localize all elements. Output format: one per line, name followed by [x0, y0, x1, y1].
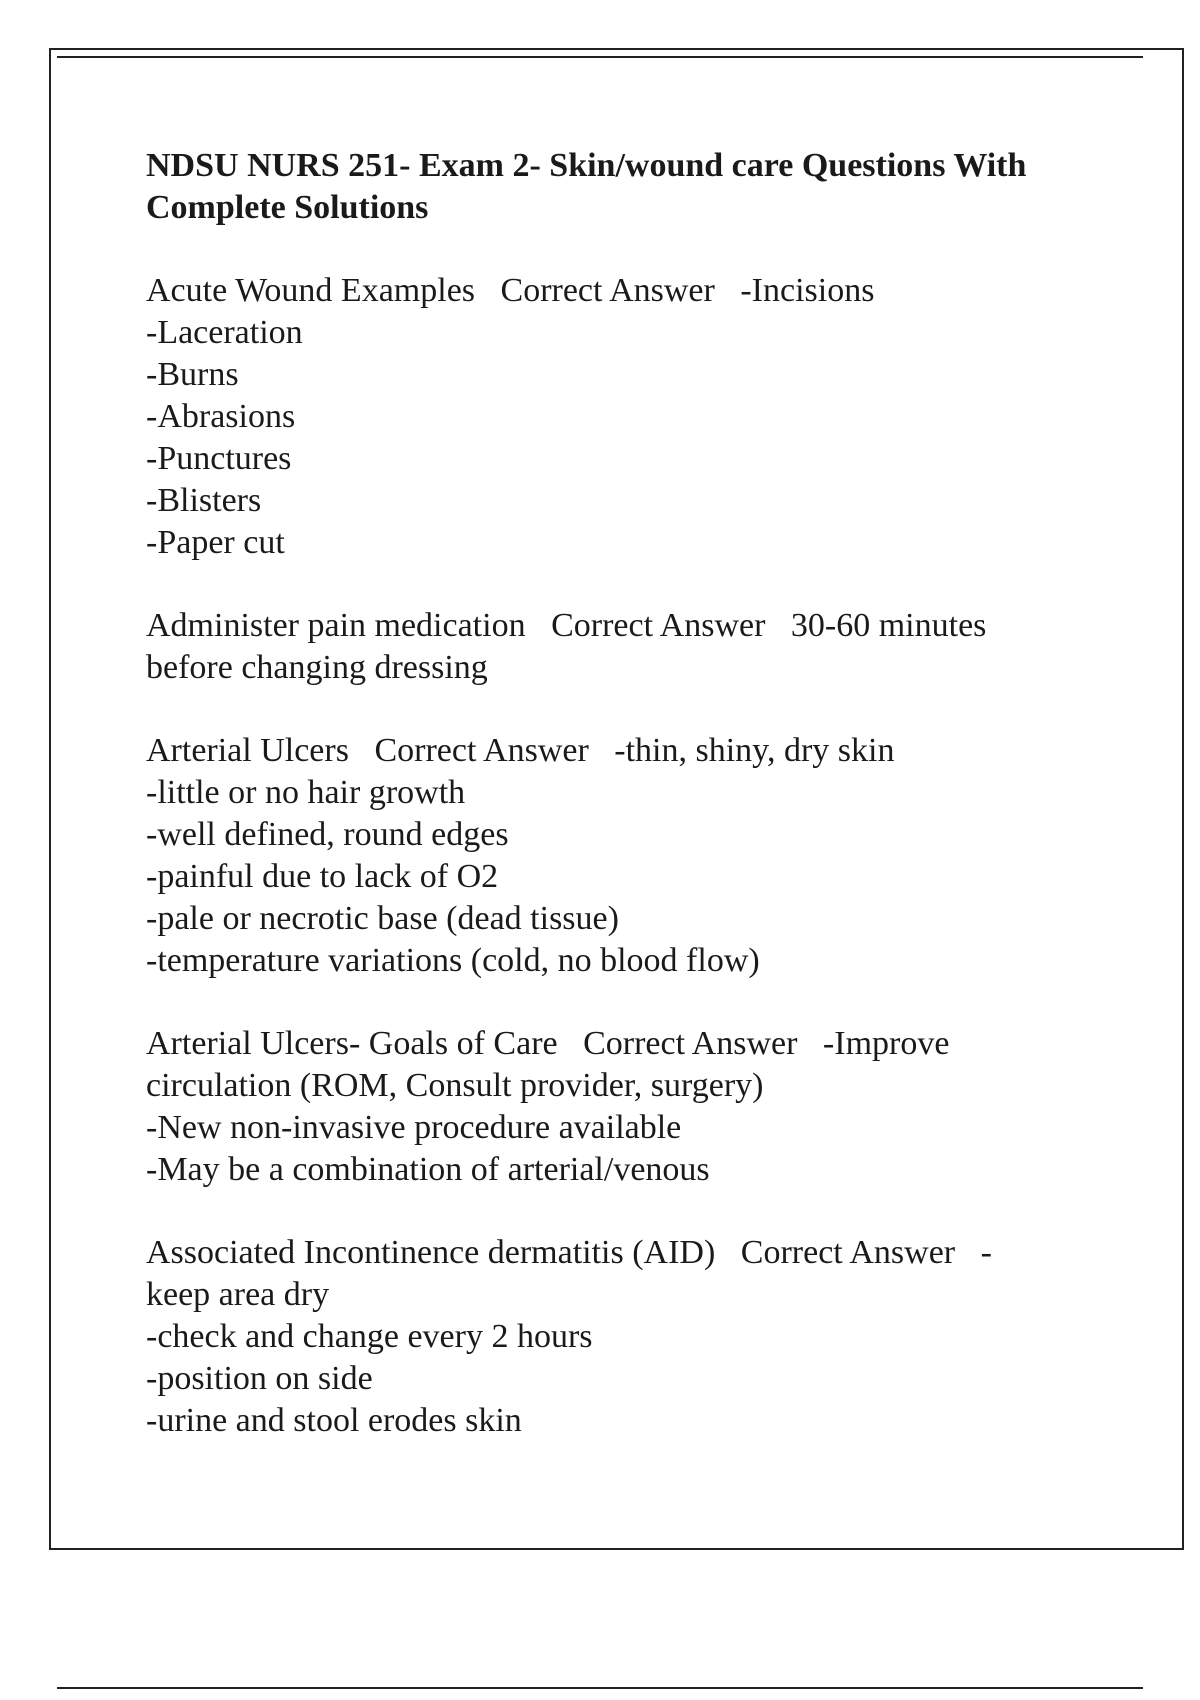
qa-line: Arterial Ulcers- Goals of Care Correct Answer -Improve [146, 1025, 950, 1062]
qa-line: circulation (ROM, Consult provider, surgery) [146, 1067, 764, 1104]
qa-entry-associated-incontinence-dermatitis [146, 1232, 1126, 1442]
qa-line: Administer pain medication Correct Answer 30-60 minutes [146, 607, 987, 644]
header-rule [57, 56, 1143, 58]
qa-line: -Punctures [146, 440, 292, 477]
qa-entry-administer-pain-medication [146, 605, 1126, 689]
qa-line: -position on side [146, 1360, 373, 1397]
qa-entry-arterial-ulcers [146, 730, 1126, 982]
qa-line: before changing dressing [146, 649, 488, 686]
qa-line: -Burns [146, 356, 239, 393]
qa-entry-acute-wound-examples [146, 270, 1126, 564]
qa-line: -check and change every 2 hours [146, 1318, 593, 1355]
qa-line: -Laceration [146, 314, 303, 351]
qa-line: -well defined, round edges [146, 816, 509, 853]
qa-line: -pale or necrotic base (dead tissue) [146, 900, 619, 937]
qa-line: -Blisters [146, 482, 262, 519]
qa-line: -urine and stool erodes skin [146, 1402, 522, 1439]
qa-line: -painful due to lack of O2 [146, 858, 499, 895]
qa-line: Arterial Ulcers Correct Answer -thin, shiny, dry skin [146, 732, 895, 769]
footer-rule [57, 1687, 1143, 1689]
qa-line: -Paper cut [146, 524, 285, 561]
qa-line: Acute Wound Examples Correct Answer -Incisions [146, 272, 875, 309]
qa-line: -little or no hair growth [146, 774, 466, 811]
qa-line: keep area dry [146, 1276, 330, 1313]
qa-line: -temperature variations (cold, no blood flow) [146, 942, 760, 979]
qa-line: -New non-invasive procedure available [146, 1109, 682, 1146]
qa-line: Associated Incontinence dermatitis (AID) Correct Answer - [146, 1234, 992, 1271]
qa-entry-arterial-ulcers-goals-of-care [146, 1023, 1126, 1191]
qa-line: -Abrasions [146, 398, 296, 435]
document-title-line-1: NDSU NURS 251- Exam 2- Skin/wound care Questions With [146, 147, 1027, 184]
document-title-line-2: Complete Solutions [146, 189, 429, 226]
document-body [146, 145, 1126, 1483]
qa-line: -May be a combination of arterial/venous [146, 1151, 710, 1188]
document-title [146, 145, 1126, 229]
